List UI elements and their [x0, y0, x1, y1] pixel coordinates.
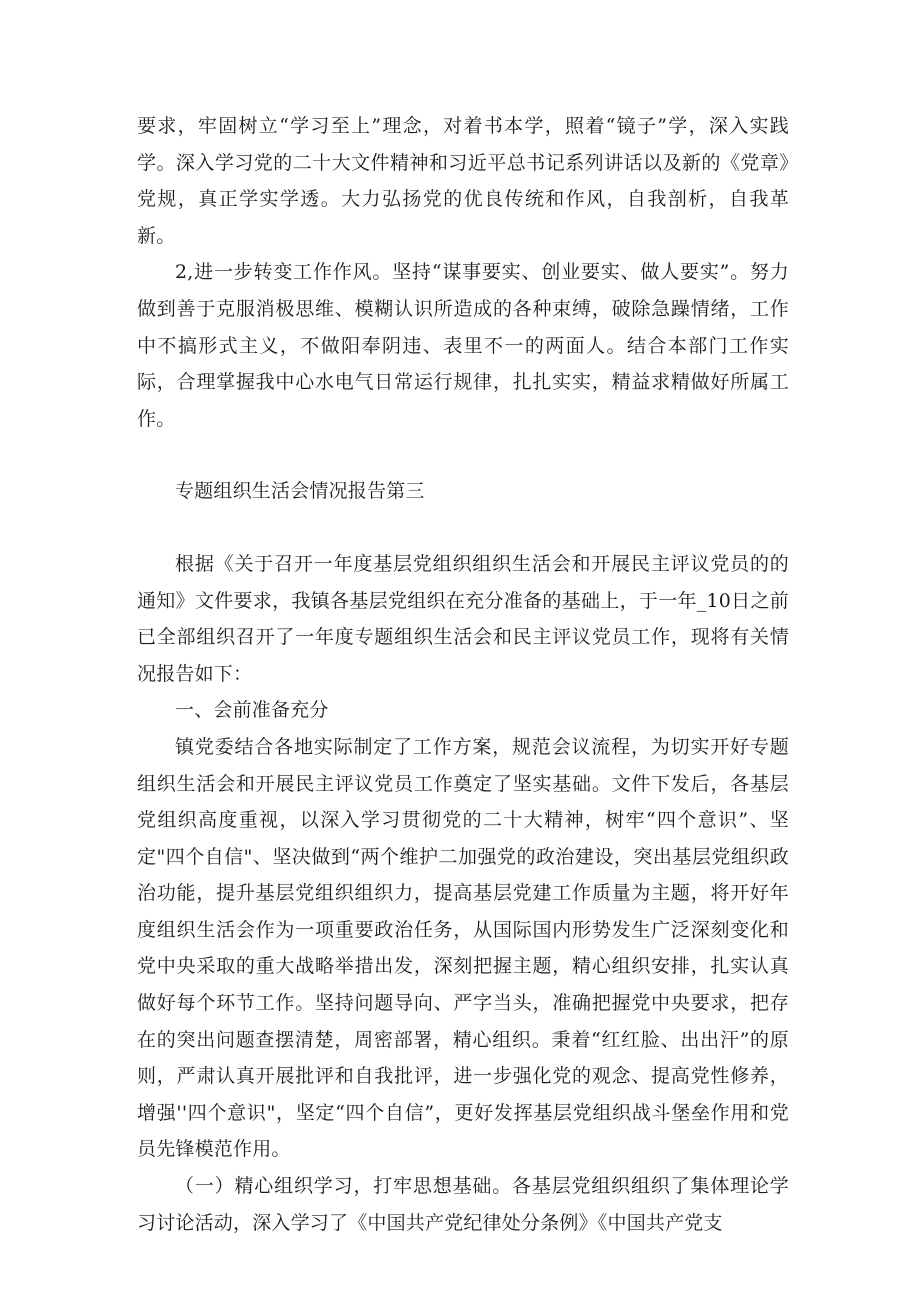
section-heading-preparation: 一、会前准备充分	[175, 699, 329, 722]
paragraph-study-organization: （一）精心组织学习，打牢思想基础。各基层党组织组织了集体理论学习讨论活动，深入学习了《中国共产党纪律处分条例》《中国共产党支	[137, 1175, 789, 1234]
paragraph-introduction: 根据《关于召开一年度基层党组织组织生活会和开展民主评议党员的的通知》文件要求，我镇各基层党组织在充分准备的基础上，于一年_10日之前已全部组织召开了一年度专题组织生活会和民主评议党员工作，现将有关情况报告如下：	[137, 552, 789, 685]
document-body	[137, 108, 789, 1241]
report-title: 专题组织生活会情况报告第三	[175, 480, 425, 503]
paragraph-continuation: 要求，牢固树立“学习至上”理念，对着书本学，照着“镜子”学，深入实践学。深入学习党的二十大文件精神和习近平总书记系列讲话以及新的《党章》党规，真正学实学透。大力弘扬党的优良传统和作风，自我剖析，自我革新。	[137, 115, 789, 247]
paragraph-preparation: 镇党委结合各地实际制定了工作方案，规范会议流程，为切实开好专题组织生活会和开展民主评议党员工作奠定了坚实基础。文件下发后，各基层党组织高度重视，以深入学习贯彻党的二十大精神，树牢“四个意识”、坚定"四个自信"、坚决做到“两个维护二加强党的政治建设，突出基层党组织政治功能，提升基层党组织组织力，提高基层党建工作质量为主题，将开好年度组织生活会作为一项重要政治任务，从国际国内形势发生广泛深刻变化和党中央采取的重大战略举措出发，深刻把握主题，精心组织安排，扎实认真做好每个环节工作。坚持问题导向、严字当头，准确把握党中央要求，把存在的突出问题查摆清楚，周密部署，精心组织。秉着“红红脸、出出汗”的原则，严肃认真开展批评和自我批评，进一步强化党的观念、提高党性修养，增强''四个意识"，坚定“四个自信”，更好发挥基层党组织战斗堡垒作用和党员先锋模范作用。	[137, 735, 789, 1161]
paragraph-work-style: 2,进一步转变工作作风。坚持“谋事要实、创业要实、做人要实”。努力做到善于克服消极思维、模糊认识所造成的各种束缚，破除急躁情绪，工作中不搞形式主义，不做阳奉阴违、表里不一的两面人。结合本部门工作实际，合理掌握我中心水电气日常运行规律，扎扎实实，精益求精做好所属工作。	[137, 261, 789, 430]
